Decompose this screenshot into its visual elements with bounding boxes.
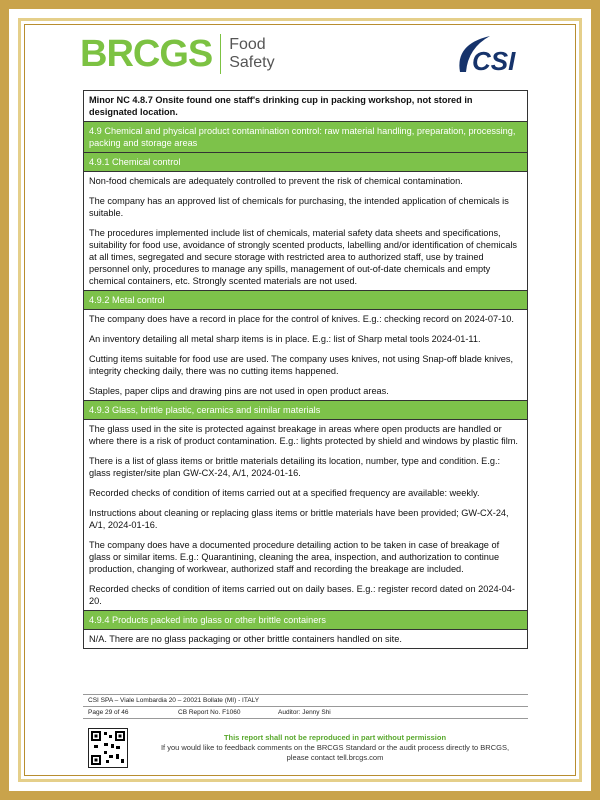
top-note: Minor NC 4.8.7 Onsite found one staff's drinking cup in packing workshop, not stored in designated location.	[84, 91, 527, 122]
brand-sub-safety: Safety	[229, 54, 275, 71]
paragraph: Staples, paper clips and drawing pins are not used in open product areas.	[89, 386, 389, 396]
paragraph: Recorded checks of condition of items carried out on daily bases. E.g.: register record dated on 2024-04-20.	[89, 584, 515, 606]
reproduction-notice: This report shall not be reproduced in part without permission	[223, 733, 447, 742]
logo-separator	[220, 34, 221, 74]
brcgs-wordmark: BRCGS	[80, 33, 213, 75]
paragraph: The glass used in the site is protected against breakage in areas where open products are handled or where there is a risk of product contamination. E.g.: lights protected by shield and windows by plastic film.	[89, 424, 518, 446]
section-title-4-9-3: 4.9.3 Glass, brittle plastic, ceramics and similar materials	[84, 401, 527, 420]
section-title-4-9: 4.9 Chemical and physical product contamination control: raw material handling, preparation, processing, packing and storage areas	[84, 122, 527, 153]
paragraph: Non-food chemicals are adequately controlled to prevent the risk of chemical contamination.	[89, 176, 463, 186]
report-footer	[83, 694, 528, 719]
section-body-4-9-4	[84, 630, 527, 648]
csi-logo	[450, 32, 530, 78]
paragraph: Cutting items suitable for food use are used. The company uses knives, not using Snap-off blade knives, integrity checking daily, there was no cutting items happened.	[89, 354, 514, 376]
cb-report-number: CB Report No. F1060	[178, 709, 241, 716]
csi-wordmark: CSI	[472, 46, 516, 76]
section-body-4-9-3	[84, 420, 527, 611]
qr-code-icon	[88, 728, 128, 768]
section-body-4-9-2	[84, 310, 527, 401]
paragraph: N/A. There are no glass packaging or other brittle containers handled on site.	[89, 634, 402, 644]
paragraph: The company does have a record in place for the control of knives. E.g.: checking record on 2024-07-10.	[89, 314, 514, 324]
report-content	[83, 90, 528, 649]
auditor-name: Auditor: Jenny Shi	[278, 709, 331, 716]
legal-notice	[135, 733, 535, 763]
paragraph: The procedures implemented include list of chemicals, material safety data sheets and specifications, suitability for food use, avoidance of strongly scented products, labelling and/or identification of chemicals at all times, segregated and secure storage with restricted area to authorized staff, use by trained personnel only, procedures to manage any spills, management of out-of-date chemicals and empty chemical containers, etc. Strongly scented materials are not used.	[89, 228, 517, 286]
report-header	[80, 30, 530, 80]
paragraph: Recorded checks of condition of items carried out at a specified frequency are available: weekly.	[89, 488, 480, 498]
section-title-4-9-4: 4.9.4 Products packed into glass or other brittle containers	[84, 611, 527, 630]
page-number: Page 29 of 46	[88, 709, 129, 716]
brand-sub-food: Food	[229, 36, 266, 53]
section-title-4-9-1: 4.9.1 Chemical control	[84, 153, 527, 172]
brcgs-subtitle	[229, 36, 274, 72]
section-title-4-9-2: 4.9.2 Metal control	[84, 291, 527, 310]
feedback-line-1: If you would like to feedback comments on the BRCGS Standard or the audit process directly to BRCGS,	[160, 743, 510, 752]
brcgs-logo	[80, 30, 275, 78]
feedback-line-2[interactable]: please contact tell.brcgs.com	[286, 753, 384, 762]
section-body-4-9-1	[84, 172, 527, 291]
footer-address: CSI SPA – Viale Lombardia 20 – 20021 Bollate (MI) - ITALY	[83, 694, 528, 707]
paragraph: The company has an approved list of chemicals for purchasing, the intended application of chemicals is suitable.	[89, 196, 509, 218]
footer-meta	[83, 707, 528, 719]
paragraph: The company does have a documented procedure detailing action to be taken in case of breakage of glass or similar items. E.g.: Quarantining, cleaning the area, inspection, and authorization to continue production, changing of workwear, authorized staff and recording the breakage are included.	[89, 540, 500, 574]
paragraph: Instructions about cleaning or replacing glass items or brittle materials have been provided; GW-CX-24, A/1, 2024-01-16.	[89, 508, 509, 530]
paragraph: There is a list of glass items or brittle materials detailing its location, number, type and condition. E.g.: glass register/site plan GW-CX-24, A/1, 2024-01-16.	[89, 456, 501, 478]
paragraph: An inventory detailing all metal sharp items is in place. E.g.: list of Sharp metal tools 2024-01-11.	[89, 334, 481, 344]
